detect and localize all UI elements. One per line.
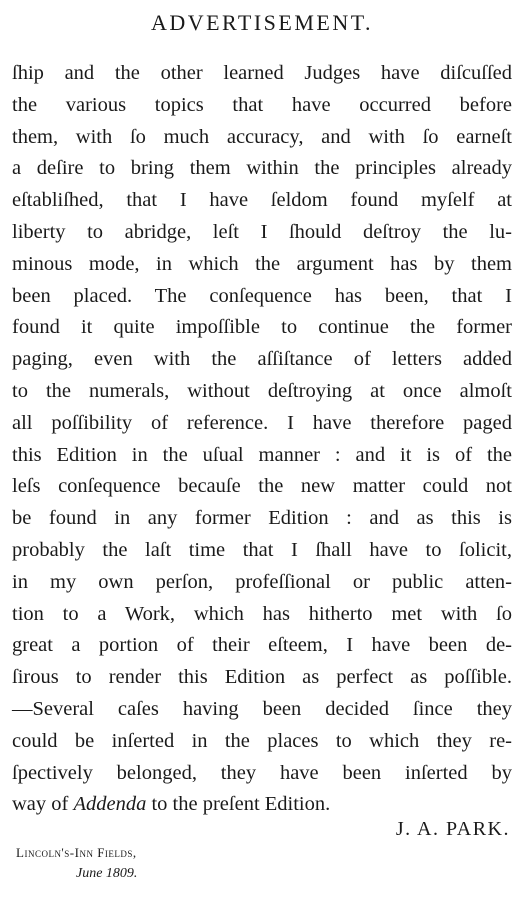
addenda-term: Addenda bbox=[73, 793, 147, 816]
body-line: eſtabliſhed, that I have ſeldom found myſelf at bbox=[12, 189, 512, 212]
body-line: probably the laſt time that I ſhall have to ſolicit, bbox=[12, 538, 512, 561]
body-line: tion to a Work, which has hitherto met with ſo bbox=[12, 602, 512, 625]
last-line-after: to the preſent Edition. bbox=[146, 793, 331, 816]
body-line: liberty to abridge, leſt I ſhould deſtroy the lu- bbox=[12, 220, 512, 243]
body-line: could be inſerted in the places to which they re- bbox=[12, 729, 512, 752]
body-line: a deſire to bring them within the principles already bbox=[12, 157, 512, 180]
body-line: ſhip and the other learned Judges have diſcuſſed bbox=[12, 62, 512, 84]
body-last-line bbox=[12, 789, 512, 821]
body-line: all poſſibility of reference. I have therefore paged bbox=[12, 411, 512, 434]
body-line: the various topics that have occurred before bbox=[12, 93, 512, 116]
page-heading: ADVERTISEMENT. bbox=[150, 10, 374, 35]
body-line: found it quite impoſſible to continue the former bbox=[12, 316, 512, 339]
date-line: June 1809. bbox=[76, 866, 138, 881]
author-signature: J. A. PARK. bbox=[395, 818, 510, 840]
body-line: leſs conſequence becauſe the new matter could not bbox=[12, 475, 512, 498]
body-line: minous mode, in which the argument has by them bbox=[12, 252, 512, 275]
body-line: been placed. The conſequence has been, that I bbox=[12, 284, 512, 307]
body-line: paging, even with the aſſiſtance of letters added bbox=[12, 348, 512, 371]
body-line: to the numerals, without deſtroying at once almoſt bbox=[12, 379, 512, 402]
body-line: be found in any former Edition : and as this is bbox=[12, 507, 512, 530]
advertisement-body bbox=[12, 58, 512, 821]
last-line-before: way of bbox=[12, 793, 74, 816]
body-line: great a portion of their eſteem, I have been de- bbox=[12, 634, 512, 657]
body-line: ſirous to render this Edition as perfect as poſſible. bbox=[12, 666, 512, 689]
body-line: in my own perſon, profeſſional or public atten- bbox=[12, 570, 512, 593]
body-line: ſpectively belonged, they have been inſerted by bbox=[12, 761, 512, 784]
place-line: Lincoln's-Inn Fields, bbox=[16, 845, 137, 860]
body-line: them, with ſo much accuracy, and with ſo earneſt bbox=[12, 125, 512, 148]
body-line: this Edition in the uſual manner : and it is of the bbox=[12, 443, 512, 466]
body-line: —Several caſes having been decided ſince they bbox=[12, 697, 512, 720]
